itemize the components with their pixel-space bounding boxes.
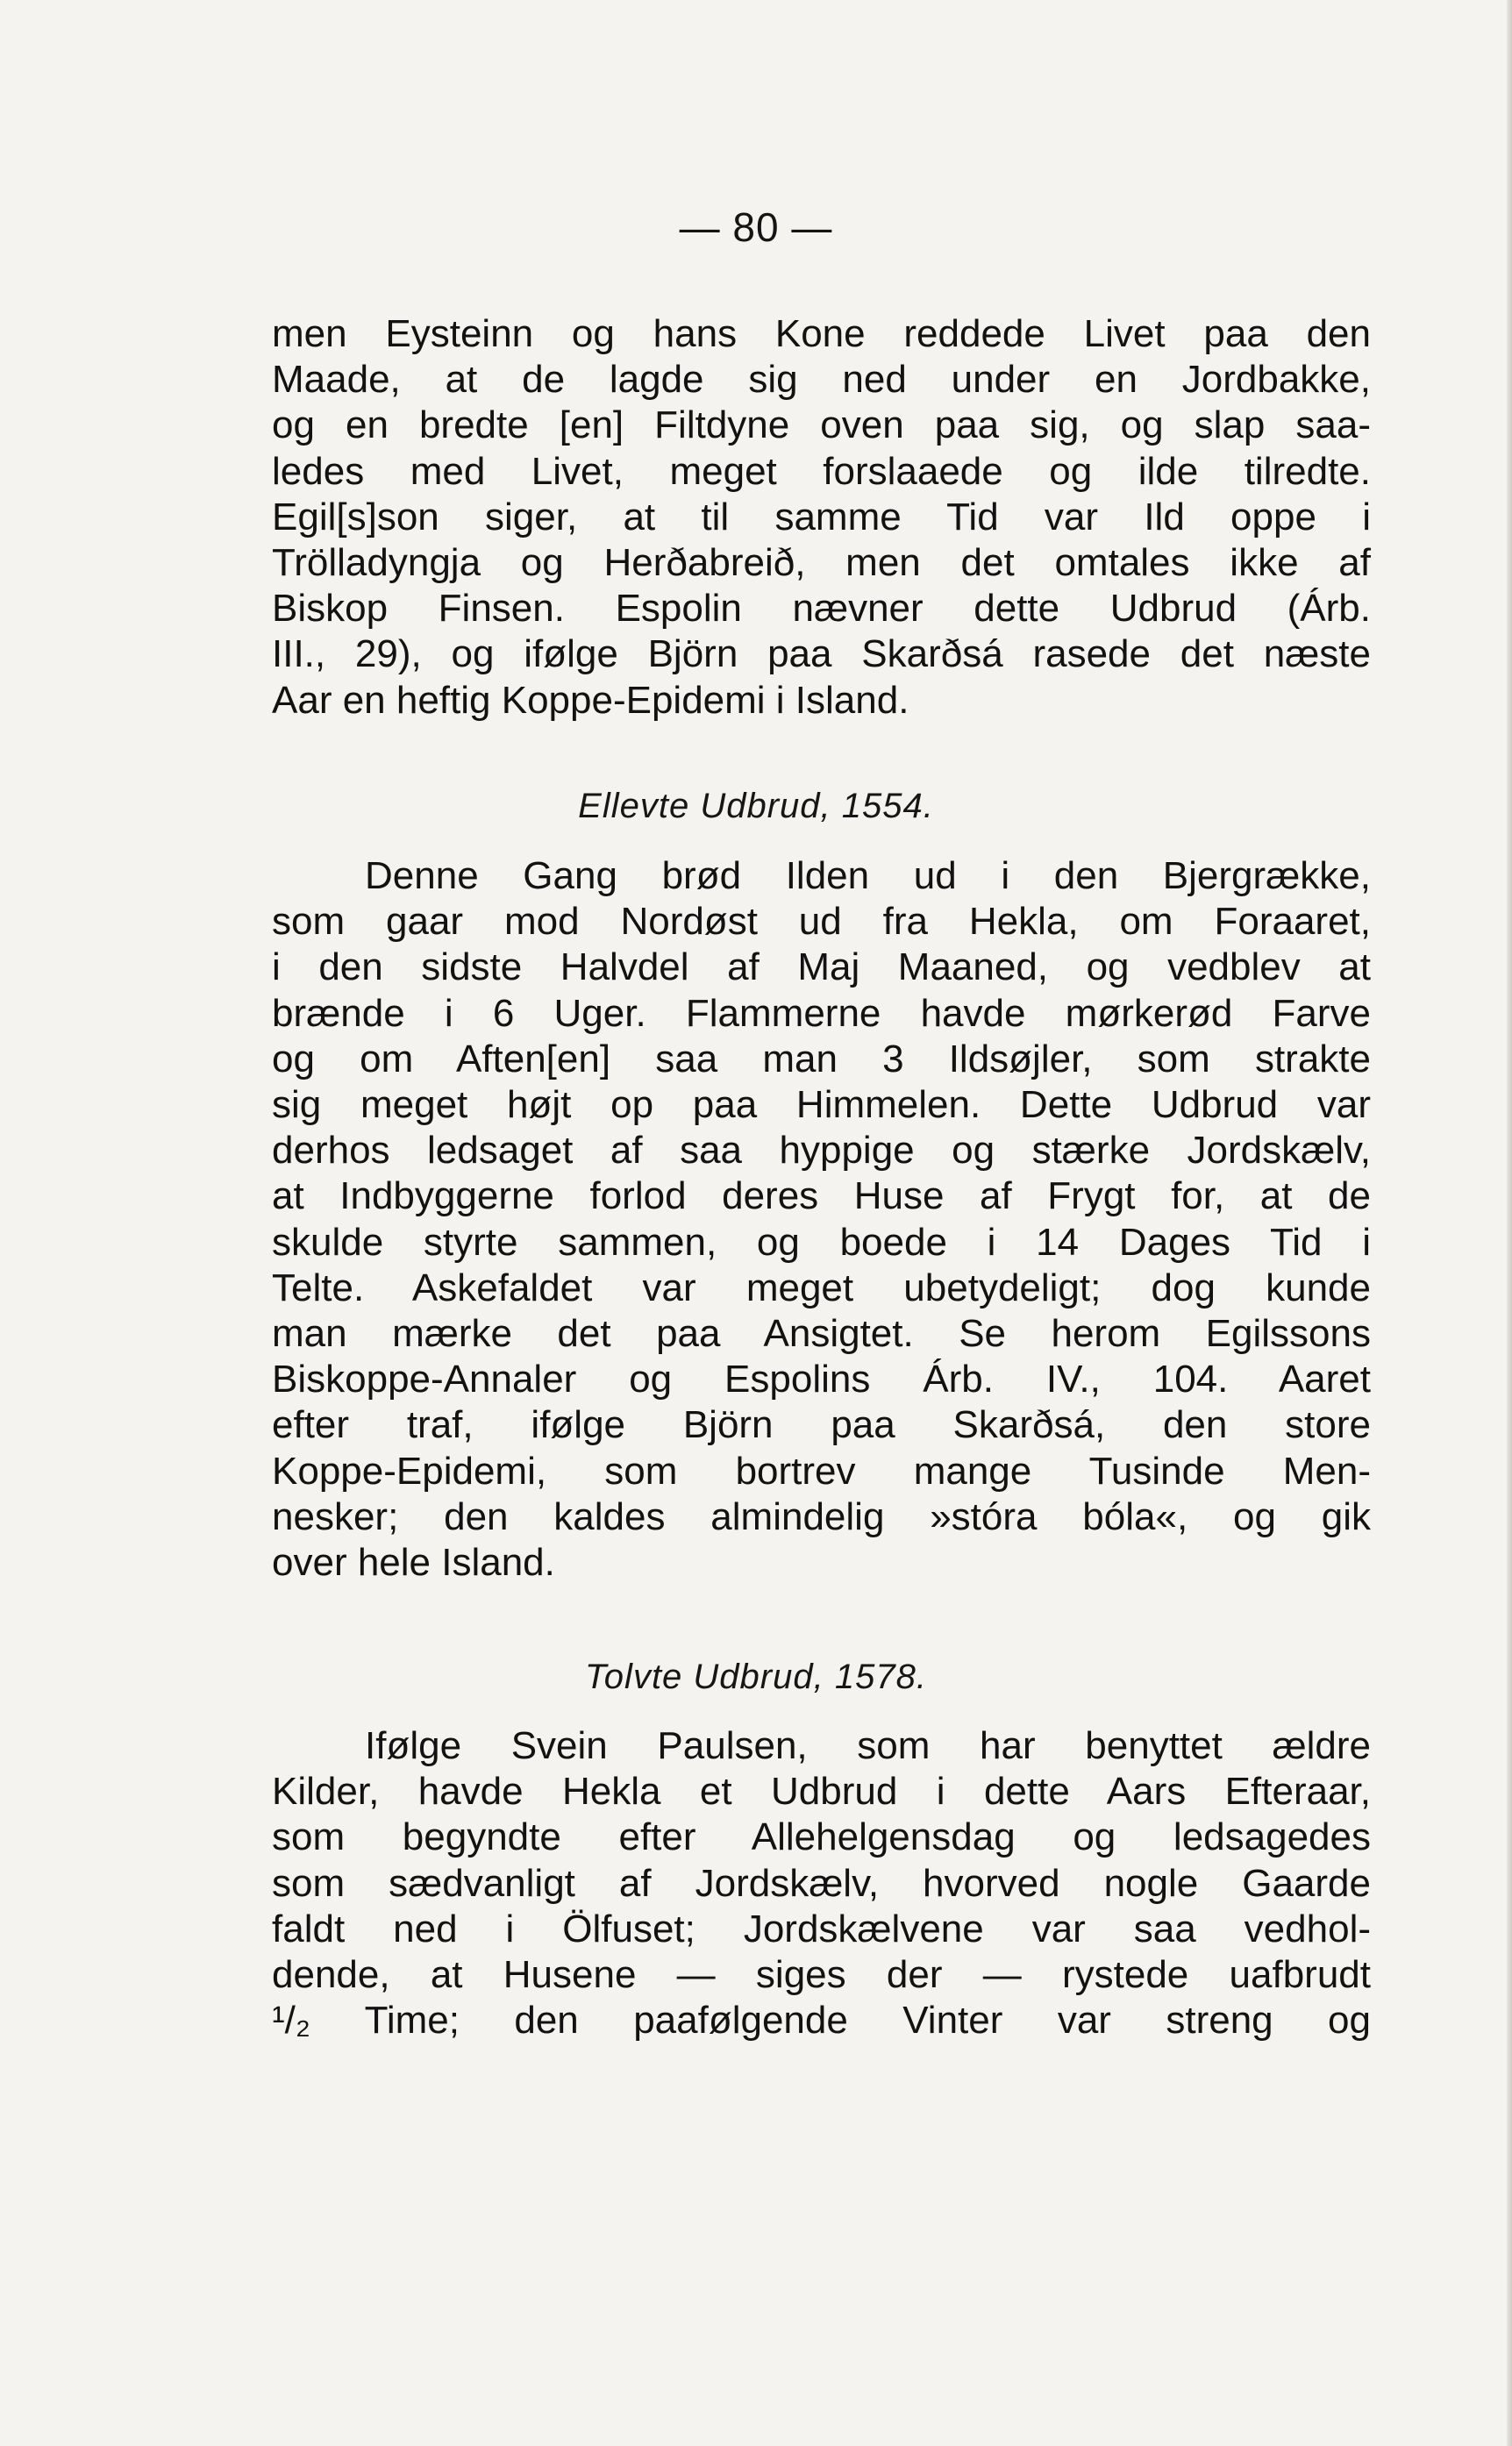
text-line: ¹/₂ Time; den paafølgende Vinter var streng og	[272, 1999, 1371, 2043]
text-line: at Indbyggerne forlod deres Huse af Frygt for, at de	[272, 1174, 1371, 1218]
text-line: man mærke det paa Ansigtet. Se herom Egilssons	[272, 1312, 1371, 1356]
page-number: — 80 —	[679, 204, 833, 250]
text-line: som gaar mod Nordøst ud fra Hekla, om Foraaret,	[272, 900, 1371, 944]
text-line: Biskoppe-Annaler og Espolins Árb. IV., 104. Aaret	[272, 1358, 1371, 1401]
text-line: som begyndte efter Allehelgensdag og ledsagedes	[272, 1815, 1371, 1859]
text-line: men Eysteinn og hans Kone reddede Livet paa den	[272, 312, 1371, 355]
text-line: derhos ledsaget af saa hyppige og stærke Jordskælv,	[272, 1129, 1371, 1173]
text-line: skulde styrte sammen, og boede i 14 Dages Tid i	[272, 1220, 1371, 1264]
text-line: Trölladyngja og Herðabreið, men det omtales ikke af	[272, 541, 1371, 585]
text-line: faldt ned i Ölfuset; Jordskælvene var saa vedhol-	[272, 1907, 1371, 1950]
text-line: Telte. Askefaldet var meget ubetydeligt; dog kunde	[272, 1266, 1371, 1309]
text-line: Kilder, havde Hekla et Udbrud i dette Aars Efteraar,	[272, 1770, 1371, 1814]
text-line: over hele Island.	[272, 1541, 555, 1585]
text-line: og en bredte [en] Filtdyne oven paa sig, og slap saa-	[272, 403, 1371, 447]
text-line: dende, at Husene — siges der — rystede uafbrudt	[272, 1953, 1371, 1997]
text-line: sig meget højt op paa Himmelen. Dette Udbrud var	[272, 1083, 1371, 1127]
text-line: Koppe-Epidemi, som bortrev mange Tusinde Men-	[272, 1449, 1371, 1493]
text-line: Denne Gang brød Ilden ud i den Bjergrække,	[365, 854, 1371, 897]
page-edge-shadow	[1507, 0, 1512, 2446]
section-heading-eleventh-eruption: Ellevte Udbrud, 1554.	[578, 787, 934, 825]
text-line: nesker; den kaldes almindelig »stóra bóla«, og gik	[272, 1494, 1371, 1538]
text-line: i den sidste Halvdel af Maj Maaned, og vedblev at	[272, 945, 1371, 989]
section-twelfth-eruption-body	[272, 1723, 1371, 2043]
text-line: som sædvanligt af Jordskælv, hvorved nogle Gaarde	[272, 1861, 1371, 1905]
section-eleventh-eruption-body	[272, 853, 1371, 1586]
text-line: Ifølge Svein Paulsen, som har benyttet ældre	[365, 1724, 1371, 1767]
text-line: Egil[s]son siger, at til samme Tid var Ild oppe i	[272, 495, 1371, 538]
text-line: ledes med Livet, meget forslaaede og ilde tilredte.	[272, 449, 1371, 493]
section-heading-twelfth-eruption: Tolvte Udbrud, 1578.	[585, 1658, 927, 1696]
text-line: Aar en heftig Koppe-Epidemi i Island.	[272, 678, 909, 722]
text-line: og om Aften[en] saa man 3 Ildsøjler, som strakte	[272, 1037, 1371, 1080]
text-line: brænde i 6 Uger. Flammerne havde mørkerød Farve	[272, 991, 1371, 1035]
text-line: III., 29), og ifølge Björn paa Skarðsá rasede det næste	[272, 632, 1371, 676]
text-line: efter traf, ifølge Björn paa Skarðsá, den store	[272, 1403, 1371, 1447]
text-line: Biskop Finsen. Espolin nævner dette Udbrud (Árb.	[272, 587, 1371, 631]
text-line: Maade, at de lagde sig ned under en Jordbakke,	[272, 358, 1371, 402]
paragraph-continuation	[272, 311, 1371, 724]
